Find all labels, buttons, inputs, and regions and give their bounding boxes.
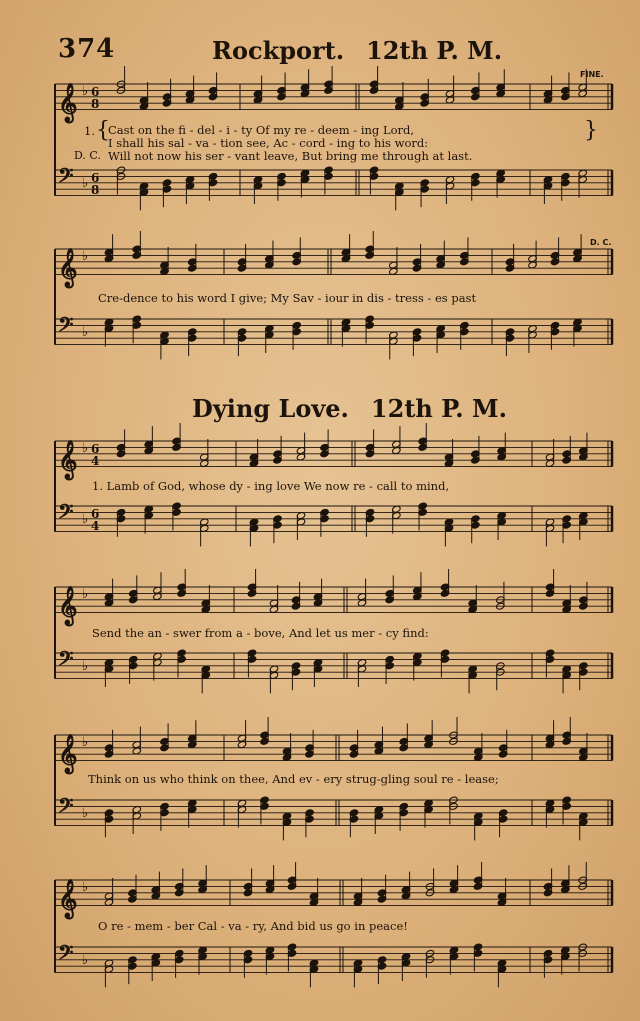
page-number: 374 [58, 34, 116, 64]
flat-icon: ♭ [82, 512, 89, 527]
bass-clef-icon: 𝄢 [58, 499, 74, 528]
flat-icon: ♭ [82, 176, 89, 191]
hymn-meter: 12th P. M. [370, 394, 507, 423]
fine-marker: FINE. [580, 70, 604, 79]
lyric-line: O re - mem - ber Cal - va - ry, And bid us go in peace! [98, 919, 408, 933]
flat-icon: ♭ [82, 880, 89, 895]
lyric-line: Send the an - swer from a - bove, And let us mer - cy find: [92, 626, 429, 640]
flat-icon: ♭ [82, 806, 89, 821]
bass-clef-icon: 𝄢 [58, 940, 74, 969]
lyric-line: Think on us who think on thee, And ev - ery strug-gling soul re - lease; [88, 772, 499, 786]
flat-icon: ♭ [82, 953, 89, 968]
time-signature-bottom: 8 [91, 97, 100, 111]
time-signature-top: 6 [91, 171, 100, 185]
treble-clef-icon: 𝄞 [58, 247, 78, 287]
time-signature-top: 6 [91, 85, 100, 99]
flat-icon: ♭ [82, 84, 89, 99]
flat-icon: ♭ [82, 249, 89, 264]
time-signature-top: 6 [91, 442, 100, 456]
hymn-title-text: Rockport. [212, 36, 345, 65]
lyric-line: Cast on the fi - del - i - ty Of my re - deem - ing Lord, [108, 123, 415, 137]
verse-brace-right: } [584, 118, 598, 143]
lyric-line: I shall his sal - va - tion see, Ac - cord - ing to his word: [108, 136, 429, 150]
flat-icon: ♭ [82, 735, 89, 750]
flat-icon: ♭ [82, 659, 89, 674]
lyric-line: Cre-dence to his word I give; My Sav - iour in dis - tress - es past [98, 291, 477, 305]
treble-clef-icon: 𝄞 [58, 82, 78, 122]
treble-clef-icon: 𝄞 [58, 439, 78, 479]
verse-number: 1. [84, 124, 95, 138]
flat-icon: ♭ [82, 441, 89, 456]
dc-marker: D. C. [590, 238, 612, 247]
treble-clef-icon: 𝄞 [58, 585, 78, 625]
dc-label: D. C. [74, 149, 101, 162]
treble-clef-icon: 𝄞 [58, 878, 78, 918]
lyric-line: Will not now his ser - vant leave, But bring me through at last. [108, 149, 473, 163]
time-signature-bottom: 8 [91, 183, 100, 197]
bass-clef-icon: 𝄢 [58, 646, 74, 675]
treble-clef-icon: 𝄞 [58, 733, 78, 773]
hymn-title-text: Dying Love. [192, 394, 349, 423]
verse-brace-left: { [96, 118, 110, 143]
time-signature-bottom: 4 [91, 454, 100, 468]
flat-icon: ♭ [82, 587, 89, 602]
time-signature-top: 6 [91, 507, 100, 521]
bass-clef-icon: 𝄢 [58, 163, 74, 192]
time-signature-bottom: 4 [91, 519, 100, 533]
bass-clef-icon: 𝄢 [58, 793, 74, 822]
hymn-meter: 12th P. M. [366, 36, 503, 65]
bass-clef-icon: 𝄢 [58, 312, 74, 341]
lyric-line: 1. Lamb of God, whose dy - ing love We now re - call to mind, [92, 479, 450, 493]
flat-icon: ♭ [82, 325, 89, 340]
